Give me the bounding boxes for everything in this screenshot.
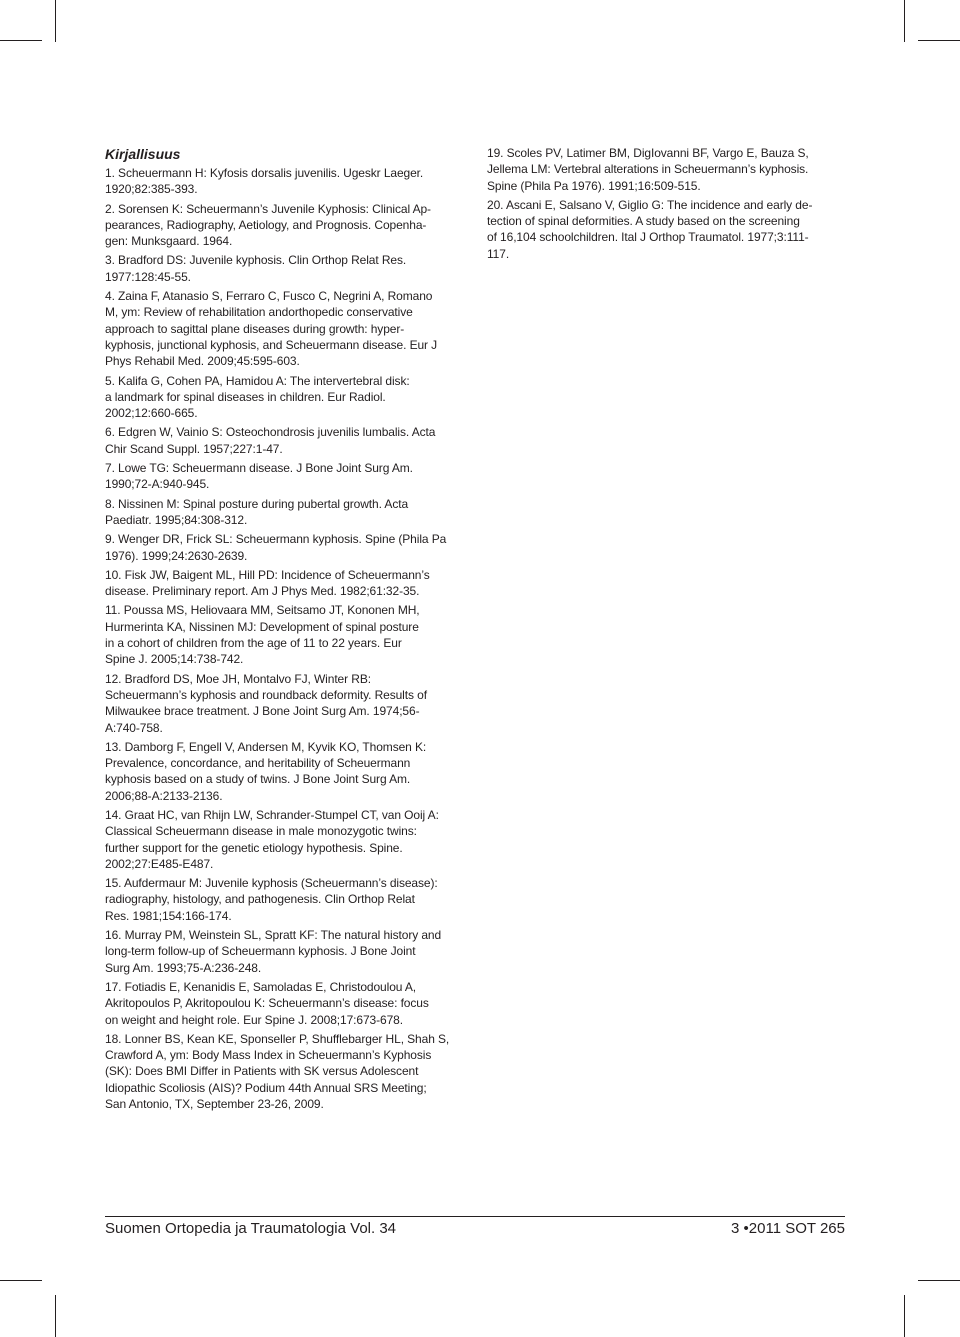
reference-line: 3. Bradford DS: Juvenile kyphosis. Clin Orthop Relat Res. [105,253,407,268]
reference-line: 2006;88-A:2133-2136. [105,788,223,803]
reference-line: 11. Poussa MS, Heliovaara MM, Seitsamo JT, Kononen MH, [105,603,420,618]
reference-line: 7. Lowe TG: Scheuermann disease. J Bone Joint Surg Am. [105,461,413,476]
reference-line: 1976). 1999;24:2630-2639. [105,548,248,563]
reference-entry [105,979,470,1028]
reference-line: in a cohort of children from the age of 11 to 22 years. Eur [105,636,402,651]
reference-line: further support for the genetic etiology hypothesis. Spine. [105,840,403,855]
reference-entry [105,288,470,369]
reference-entry [105,460,470,493]
reference-line: Hurmerinta KA, Nissinen MJ: Development of spinal posture [105,619,419,634]
reference-line: 8. Nissinen M: Spinal posture during pubertal growth. Acta [105,496,409,511]
reference-line: 6. Edgren W, Vainio S: Osteochondrosis juvenilis lumbalis. Acta [105,425,436,440]
reference-entry [105,1031,470,1112]
reference-line: 17. Fotiadis E, Kenanidis E, Samoladas E, Christodoulou A, [105,979,417,994]
reference-line: 2002;12:660-665. [105,406,198,421]
reference-entry [105,927,470,976]
reference-line: 2002;27:E485-E487. [105,856,214,871]
reference-line: 117. [487,246,510,261]
reference-line: tection of spinal deformities. A study based on the screening [487,214,800,229]
crop-mark-bottom-left-v [55,1295,56,1337]
reference-line: 16. Murray PM, Weinstein SL, Spratt KF: The natural history and [105,928,442,943]
reference-line: Milwaukee brace treatment. J Bone Joint Surg Am. 1974;56- [105,704,420,719]
reference-entry [105,807,470,872]
reference-entry [105,252,470,285]
reference-line: Scheuermann’s kyphosis and roundback deformity. Results of [105,687,427,702]
reference-line: 19. Scoles PV, Latimer BM, DigIovanni BF, Vargo E, Bauza S, [487,146,809,160]
reference-line: of 16,104 schoolchildren. Ital J Orthop Traumatol. 1977;3:111- [487,230,809,245]
reference-line: 13. Damborg F, Engell V, Andersen M, Kyvik KO, Thomsen K: [105,739,427,754]
reference-list-right [487,145,852,262]
reference-entry [105,671,470,736]
reference-line: gen: Munksgaard. 1964. [105,234,233,249]
reference-line: M, ym: Review of rehabilitation andorthopedic conservative [105,305,413,320]
reference-line: 4. Zaina F, Atanasio S, Ferraro C, Fusco C, Negrini A, Romano [105,289,433,304]
crop-mark-top-right-v [904,0,905,42]
reference-entry [105,567,470,600]
reference-line: San Antonio, TX, September 23-26, 2009. [105,1097,324,1112]
reference-entry [105,424,470,457]
reference-line: Spine (Phila Pa 1976). 1991;16:509-515. [487,178,701,193]
reference-entry [105,739,470,804]
crop-mark-top-right-h [918,40,960,41]
reference-line: long-term follow-up of Scheuermann kyphosis. J Bone Joint [105,944,416,959]
reference-entry [105,602,470,667]
reference-line: kyphosis based on a study of twins. J Bone Joint Surg Am. [105,772,411,787]
reference-line: Classical Scheuermann disease in male monozygotic twins: [105,824,417,839]
reference-entry [105,373,470,422]
reference-line: 5. Kalifa G, Cohen PA, Hamidou A: The intervertebral disk: [105,373,410,388]
reference-line: Jellema LM: Vertebral alterations in Scheuermann’s kyphosis. [487,162,809,177]
reference-entry [105,875,470,924]
reference-line: Akritopoulos P, Akritopoulou K: Scheuermann’s disease: focus [105,996,429,1011]
section-title: Kirjallisuus [105,146,181,162]
crop-mark-bottom-left-h [0,1280,42,1281]
reference-line: 1. Scheuermann H: Kyfosis dorsalis juvenilis. Ugeskr Laeger. [105,166,424,180]
reference-line: Res. 1981;154:166-174. [105,908,232,923]
reference-line: 15. Aufdermaur M: Juvenile kyphosis (Scheuermann’s disease): [105,876,438,891]
footer-journal: Suomen Ortopedia ja Traumatologia Vol. 34 [105,1220,397,1237]
reference-line: 1990;72-A:940-945. [105,477,210,492]
reference-entry [487,197,852,262]
reference-line: 1920;82:385-393. [105,182,198,197]
reference-line: 9. Wenger DR, Frick SL: Scheuermann kyphosis. Spine (Phila Pa [105,532,447,547]
reference-line: approach to sagittal plane diseases during growth: hyper- [105,321,405,336]
reference-entry [487,145,852,194]
reference-line: Idiopathic Scoliosis (AIS)? Podium 44th Annual SRS Meeting; [105,1080,427,1095]
reference-line: on weight and height role. Eur Spine J. 2008;17:673-678. [105,1012,403,1027]
references-right-column [487,145,852,265]
reference-entry [105,201,470,250]
reference-line: 10. Fisk JW, Baigent ML, Hill PD: Incidence of Scheuermann’s [105,567,430,582]
reference-entry [105,496,470,529]
reference-line: kyphosis, junctional kyphosis, and Scheuermann disease. Eur J [105,337,438,352]
reference-line: A:740-758. [105,720,163,735]
reference-line: 18. Lonner BS, Kean KE, Sponseller P, Shufflebarger HL, Shah S, [105,1031,450,1046]
reference-list-left [105,165,470,1112]
reference-line: 2. Sorensen K: Scheuermann’s Juvenile Kyphosis: Clinical Ap- [105,201,431,216]
crop-mark-bottom-right-v [904,1295,905,1337]
reference-line: disease. Preliminary report. Am J Phys Med. 1982;61:32-35. [105,584,420,599]
crop-mark-top-left-v [55,0,56,42]
reference-line: Prevalence, concordance, and heritability of Scheuermann [105,756,411,771]
reference-line: Phys Rehabil Med. 2009;45:595-603. [105,354,300,369]
crop-mark-top-left-h [0,40,42,41]
reference-line: Chir Scand Suppl. 1957;227:1-47. [105,441,283,456]
reference-line: 1977:128:45-55. [105,269,191,284]
reference-line: pearances, Radiography, Aetiology, and Prognosis. Copenha- [105,217,427,232]
reference-line: 14. Graat HC, van Rhijn LW, Schrander-Stumpel CT, van Ooij A: [105,807,439,822]
footer-issue-page: 3 •2011 SOT 265 [731,1220,845,1237]
reference-line: radiography, histology, and pathogenesis. Clin Orthop Relat [105,892,415,907]
reference-entry [105,165,470,198]
reference-line: 12. Bradford DS, Moe JH, Montalvo FJ, Winter RB: [105,671,371,686]
reference-line: 20. Ascani E, Salsano V, Giglio G: The incidence and early de- [487,197,813,212]
reference-line: a landmark for spinal diseases in children. Eur Radiol. [105,389,386,404]
crop-mark-bottom-right-h [918,1280,960,1281]
reference-line: Surg Am. 1993;75-A:236-248. [105,960,262,975]
reference-entry [105,531,470,564]
reference-line: Crawford A, ym: Body Mass Index in Scheuermann’s Kyphosis [105,1048,432,1063]
page-footer [105,1216,845,1237]
reference-line: Spine J. 2005;14:738-742. [105,652,244,667]
reference-line: Paediatr. 1995;84:308-312. [105,512,248,527]
references-left-column [105,145,470,1115]
reference-line: (SK): Does BMI Differ in Patients with SK versus Adolescent [105,1064,419,1079]
